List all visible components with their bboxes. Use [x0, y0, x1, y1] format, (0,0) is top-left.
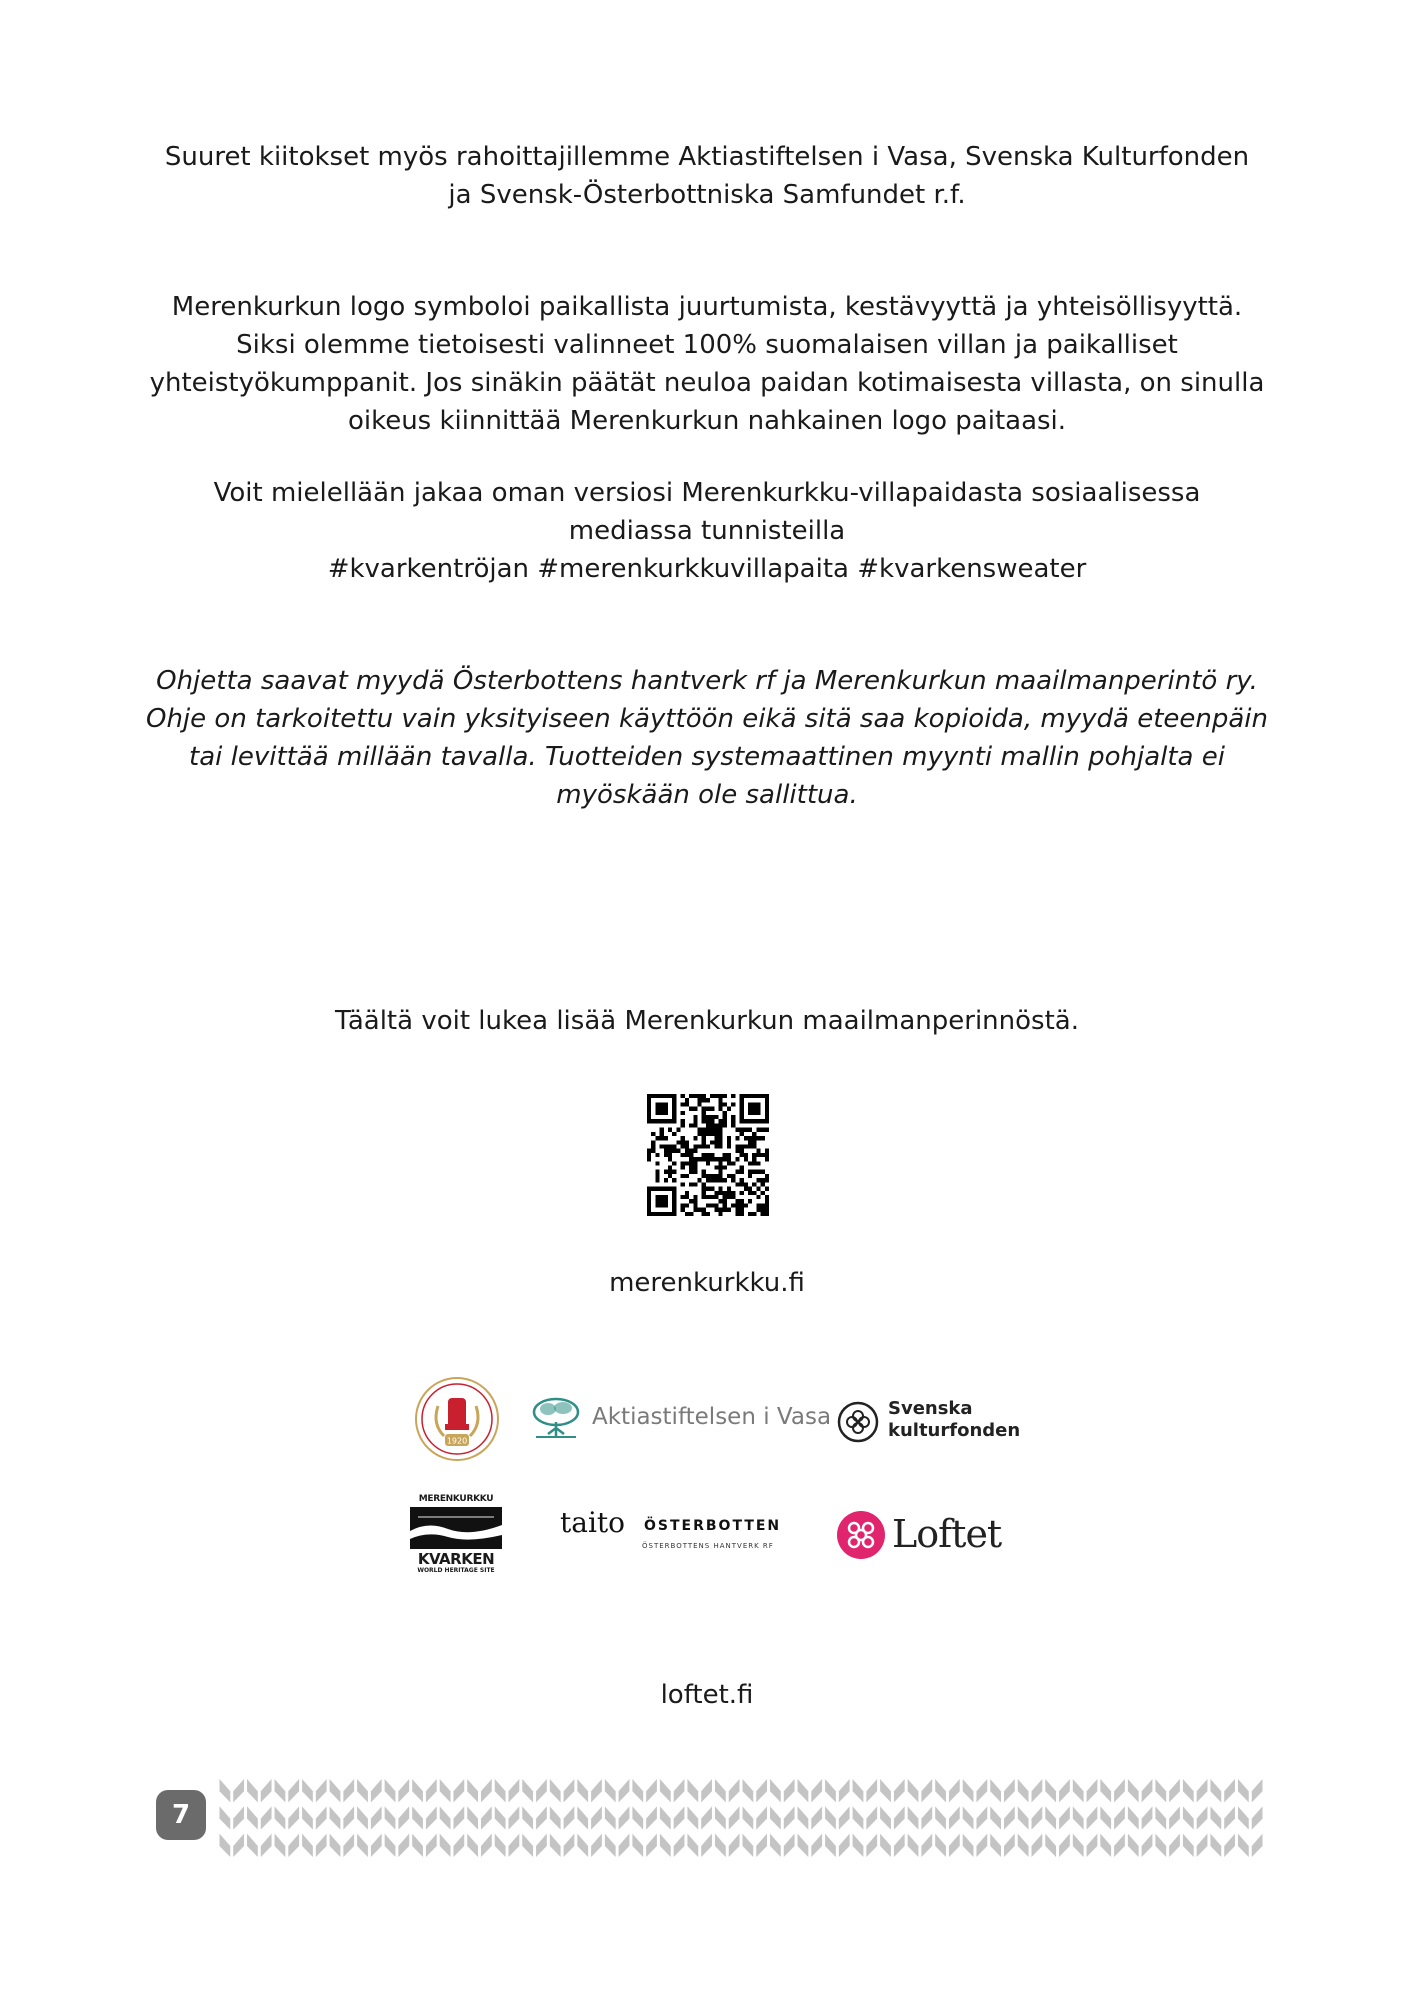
taito-brand: taito — [560, 1506, 626, 1539]
aktia-name: Aktiastiftelsen i Vasa — [592, 1404, 832, 1430]
legal-text: Ohjetta saavat myydä Österbottens hantverk rf ja Merenkurkun maailmanperintö ry. Ohje on tarkoitettu vain yksityiseen käyttöön eikä sitä saa kopioida, myydä eteenpäin tai levittää millään tavalla. Tuotteiden systemaattinen myynti mallin pohjalta ei myöskään ole sallittua. — [145, 666, 1268, 810]
svenska-kulturfonden-logo — [836, 1398, 1026, 1446]
aktia-logo — [530, 1396, 832, 1440]
logo-paragraph: Merenkurkun logo symboloi paikallista juurtumista, kestävyyttä ja yhteisöllisyyttä. Siksi olemme tietoisesti valinneet 100% suomalaisen villan ja paikalliset yhteistyökumppanit. Jos sinäkin päätät neuloa paidan kotimaisesta villasta, on sinulla oikeus kiinnittää Merenkurkun nahkainen logo paitaasi. — [149, 292, 1265, 436]
taito-sub: ÖSTERBOTTENS HANTVERK RF — [642, 1542, 774, 1550]
kvarken-sub: WORLD HERITAGE SITE — [417, 1567, 495, 1574]
taito-logo — [560, 1506, 790, 1556]
kvarken-logo — [408, 1494, 504, 1576]
loftet-name: Loftet — [892, 1512, 1002, 1556]
knit-pattern-decoration — [218, 1776, 1264, 1858]
samfundet-logo — [414, 1376, 500, 1462]
loftet-logo — [836, 1510, 1026, 1562]
hashtags: #kvarkentröjan #merenkurkkuvillapaita #kvarkensweater — [327, 554, 1087, 584]
svenska-line1: Svenska — [888, 1398, 973, 1419]
knot-icon — [836, 1400, 880, 1444]
loftet-knot-icon — [836, 1510, 886, 1560]
thanks-text: Suuret kiitokset myös rahoittajillemme Aktiastiftelsen i Vasa, Svenska Kulturfonden ja Svensk-Österbottniska Samfundet r.f. — [164, 142, 1250, 210]
share-paragraph: Voit mielellään jakaa oman versiosi Merenkurkku-villapaidasta sosiaalisessa mediassa tunnisteilla — [213, 478, 1201, 546]
kvarken-main: KVARKEN — [417, 1550, 495, 1568]
page-number-badge: 7 — [156, 1790, 206, 1840]
samfundet-year: 1920 — [446, 1436, 468, 1446]
taito-region: ÖSTERBOTTEN — [644, 1518, 782, 1534]
kvarken-top: MERENKURKKU — [418, 1494, 494, 1504]
qr-code[interactable] — [647, 1094, 769, 1216]
merenkurkku-link[interactable]: merenkurkku.fi — [609, 1268, 805, 1298]
kvarken-landscape-icon — [408, 1507, 504, 1549]
read-more-text: Täältä voit lukea lisää Merenkurkun maailmanperinnöstä. — [335, 1006, 1079, 1036]
svenska-line2: kulturfonden — [888, 1420, 1021, 1441]
tree-icon — [530, 1396, 582, 1440]
loftet-link[interactable]: loftet.fi — [660, 1680, 754, 1710]
